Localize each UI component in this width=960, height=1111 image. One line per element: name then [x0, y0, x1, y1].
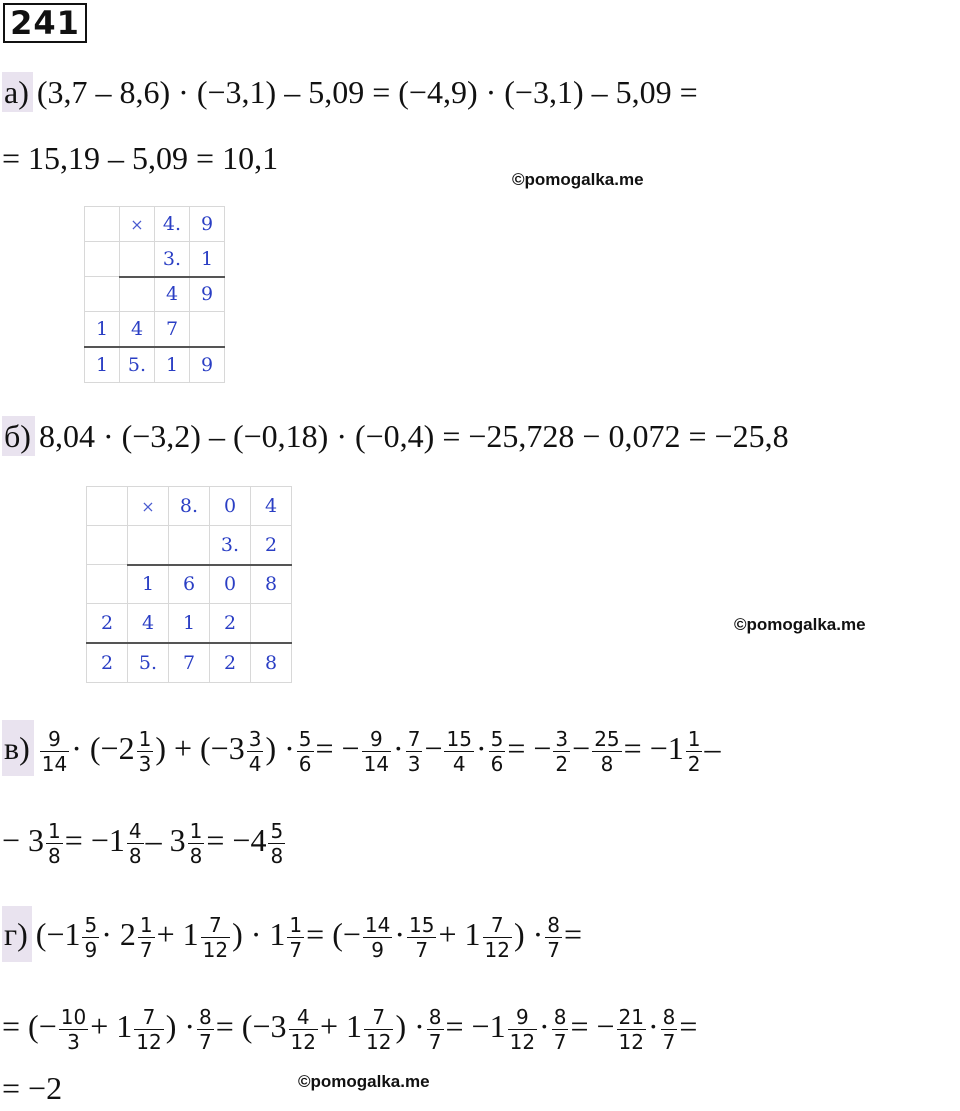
expr-text: − 3	[2, 822, 45, 858]
denominator: 8	[128, 844, 142, 869]
grid-cell: 9	[190, 277, 225, 312]
expr-text: ) ·	[265, 730, 295, 766]
denominator: 8	[270, 844, 284, 869]
fraction	[247, 727, 264, 776]
expr-text: =	[679, 1008, 698, 1044]
numerator: 7	[364, 1005, 393, 1030]
numerator: 1	[139, 913, 153, 938]
expr-text: + 1	[319, 1008, 362, 1044]
numerator: 7	[483, 913, 512, 938]
denominator: 12	[484, 938, 510, 963]
grid-cell: 2	[251, 526, 292, 565]
fraction	[289, 1005, 318, 1054]
part-v-line1	[2, 720, 720, 776]
part-b-multiplication-grid	[86, 486, 292, 683]
grid-cell	[85, 277, 120, 312]
grid-cell	[87, 487, 128, 526]
denominator: 12	[136, 1030, 162, 1055]
numerator: 15	[446, 727, 472, 752]
grid-cell: 3.	[155, 242, 190, 277]
grid-cell: 1	[128, 565, 169, 604]
grid-cell	[190, 312, 225, 348]
numerator: 10	[60, 1005, 87, 1030]
numerator: 8	[547, 913, 561, 938]
numerator: 7	[134, 1005, 163, 1030]
denominator: 8	[189, 844, 203, 869]
numerator: 1	[48, 819, 61, 844]
grid-cell: 7	[155, 312, 190, 348]
watermark: ©pomogalka.me	[298, 1072, 430, 1091]
grid-cell	[85, 242, 120, 277]
fraction	[137, 727, 154, 776]
part-g-label: г)	[2, 906, 32, 962]
expr-text: ·	[647, 1008, 659, 1044]
grid-cell: 1	[85, 347, 120, 383]
numerator: 14	[364, 913, 391, 938]
expr-text: = (−3	[215, 1008, 287, 1044]
numerator: 1	[687, 727, 701, 752]
fraction	[268, 819, 285, 868]
part-g-line1	[2, 906, 582, 962]
part-a-line1	[2, 72, 698, 112]
fraction	[134, 1005, 163, 1054]
denominator: 12	[366, 1030, 392, 1055]
grid-cell: 2	[87, 643, 128, 683]
expr-text: · 2	[101, 916, 136, 952]
expr-text: = −1	[64, 822, 125, 858]
fraction	[686, 727, 703, 776]
numerator: 8	[662, 1005, 676, 1030]
fraction	[40, 727, 69, 776]
numerator: 5	[270, 819, 284, 844]
fraction	[287, 913, 304, 962]
grid-cell	[87, 526, 128, 565]
expr-text: –	[704, 730, 721, 766]
fraction	[489, 727, 506, 776]
expr-text: = (−	[306, 916, 361, 952]
grid-cell: 0	[210, 565, 251, 604]
part-v-label: в)	[2, 720, 34, 776]
fraction	[427, 1005, 444, 1054]
expr-text: ) ·	[165, 1008, 196, 1044]
fraction	[553, 727, 570, 776]
numerator: 4	[289, 1005, 318, 1030]
grid-cell: 9	[190, 347, 225, 383]
grid-cell	[120, 277, 155, 312]
fraction	[188, 819, 205, 868]
expr-text: = −1	[623, 730, 684, 766]
part-b-label: б)	[2, 416, 35, 456]
grid-cell	[85, 207, 120, 242]
grid-cell: 6	[169, 565, 210, 604]
grid-cell: 4.	[155, 207, 190, 242]
fraction	[617, 1005, 646, 1054]
expr-text: = −	[570, 1008, 615, 1044]
expr-text: =	[564, 916, 583, 952]
expr-text: ·	[394, 916, 406, 952]
grid-cell: 2	[210, 604, 251, 644]
denominator: 7	[428, 1030, 442, 1055]
fraction	[362, 727, 391, 776]
denominator: 3	[407, 752, 421, 777]
problem-number: 241	[3, 3, 87, 43]
expr-text: = −1	[445, 1008, 506, 1044]
grid-cell: 9	[190, 207, 225, 242]
numerator: 7	[201, 913, 230, 938]
expr-text: −	[572, 730, 591, 766]
denominator: 8	[600, 752, 614, 777]
grid-cell: 8	[251, 565, 292, 604]
grid-cell: 5.	[128, 643, 169, 683]
numerator: 25	[594, 727, 620, 752]
fraction	[508, 1005, 537, 1054]
expr-text: ) + (−3	[155, 730, 245, 766]
grid-cell	[120, 242, 155, 277]
expr-text: −	[424, 730, 443, 766]
denominator: 12	[618, 1030, 644, 1055]
denominator: 14	[363, 752, 390, 777]
part-a-line2: = 15,19 – 5,09 = 10,1	[2, 140, 279, 176]
numerator: 9	[40, 727, 69, 752]
fraction	[59, 1005, 88, 1054]
denominator: 12	[509, 1030, 536, 1055]
expr-text: ·	[539, 1008, 550, 1044]
part-a-expr1: (3,7 – 8,6) · (−3,1) – 5,09 = (−4,9) · (−3,1) – 5,09 =	[36, 74, 698, 110]
denominator: 7	[662, 1030, 676, 1055]
part-b-line1	[2, 416, 789, 456]
expr-text: ·	[475, 730, 487, 766]
denominator: 2	[687, 752, 701, 777]
fraction	[127, 819, 144, 868]
denominator: 12	[290, 1030, 316, 1055]
fraction	[297, 727, 314, 776]
grid-cell: 2	[210, 643, 251, 683]
part-g-line3: = −2	[2, 1070, 63, 1106]
numerator: 1	[189, 819, 203, 844]
fraction	[82, 913, 99, 962]
numerator: 7	[407, 727, 421, 752]
denominator: 7	[199, 1030, 212, 1055]
numerator: 21	[618, 1005, 644, 1030]
numerator: 5	[84, 913, 98, 938]
numerator: 8	[199, 1005, 212, 1030]
denominator: 6	[298, 752, 312, 777]
fraction	[407, 913, 436, 962]
grid-cell: ×	[120, 207, 155, 242]
grid-cell: 4	[128, 604, 169, 644]
numerator: 8	[553, 1005, 567, 1030]
watermark: ©pomogalka.me	[734, 615, 866, 634]
expr-text: = −	[315, 730, 360, 766]
fraction	[201, 913, 230, 962]
grid-cell: 4	[251, 487, 292, 526]
expr-text: ) · 1	[232, 916, 286, 952]
grid-cell: 4	[120, 312, 155, 348]
grid-cell	[251, 604, 292, 644]
expr-text: – 3	[145, 822, 186, 858]
grid-cell: 8.	[169, 487, 210, 526]
denominator: 2	[555, 752, 569, 777]
numerator: 8	[428, 1005, 442, 1030]
grid-cell: 1	[85, 312, 120, 348]
grid-cell: 1	[155, 347, 190, 383]
denominator: 7	[553, 1030, 567, 1055]
denominator: 14	[41, 752, 68, 777]
fraction	[138, 913, 155, 962]
grid-cell: 7	[169, 643, 210, 683]
expr-text: + 1	[156, 916, 199, 952]
denominator: 12	[202, 938, 229, 963]
denominator: 7	[289, 938, 303, 963]
numerator: 9	[362, 727, 391, 752]
expr-text: = −	[507, 730, 552, 766]
denominator: 7	[415, 938, 429, 963]
part-a-multiplication-grid	[84, 206, 225, 383]
numerator: 3	[248, 727, 262, 752]
grid-cell: 5.	[120, 347, 155, 383]
grid-cell: 1	[169, 604, 210, 644]
denominator: 9	[84, 938, 98, 963]
fraction	[364, 1005, 393, 1054]
fraction	[197, 1005, 214, 1054]
expr-text: ) ·	[513, 916, 544, 952]
expr-text: · (−2	[71, 730, 135, 766]
fraction	[552, 1005, 569, 1054]
numerator: 5	[490, 727, 504, 752]
denominator: 4	[452, 752, 466, 777]
numerator: 5	[298, 727, 312, 752]
denominator: 9	[371, 938, 384, 963]
grid-cell: ×	[128, 487, 169, 526]
denominator: 7	[139, 938, 153, 963]
grid-cell: 2	[87, 604, 128, 644]
fraction	[592, 727, 621, 776]
numerator: 4	[128, 819, 142, 844]
part-b-expr1: 8,04 · (−3,2) – (−0,18) · (−0,4) = −25,728 − 0,072 = −25,8	[38, 418, 789, 454]
part-a-label: а)	[2, 72, 33, 112]
grid-cell	[128, 526, 169, 565]
part-g-line2	[2, 998, 697, 1054]
expr-text: + 1	[438, 916, 481, 952]
expr-text: + 1	[90, 1008, 133, 1044]
expr-text: ·	[393, 730, 404, 766]
denominator: 6	[490, 752, 504, 777]
fraction	[406, 727, 423, 776]
expr-text: = −4	[206, 822, 267, 858]
grid-cell: 3.	[210, 526, 251, 565]
fraction	[545, 913, 562, 962]
grid-cell: 4	[155, 277, 190, 312]
expr-text: = (−	[2, 1008, 57, 1044]
fraction	[661, 1005, 678, 1054]
grid-cell: 0	[210, 487, 251, 526]
grid-cell	[87, 565, 128, 604]
grid-cell	[169, 526, 210, 565]
numerator: 3	[555, 727, 569, 752]
denominator: 4	[248, 752, 262, 777]
denominator: 7	[547, 938, 561, 963]
fraction	[483, 913, 512, 962]
numerator: 1	[138, 727, 152, 752]
numerator: 1	[289, 913, 303, 938]
expr-text: (−1	[35, 916, 81, 952]
watermark: ©pomogalka.me	[512, 170, 644, 189]
grid-cell: 1	[190, 242, 225, 277]
denominator: 3	[138, 752, 152, 777]
denominator: 8	[48, 844, 61, 869]
denominator: 3	[67, 1030, 80, 1055]
numerator: 9	[508, 1005, 537, 1030]
part-v-line2	[2, 812, 287, 868]
expr-text: ) ·	[395, 1008, 425, 1044]
fraction	[46, 819, 63, 868]
fraction	[444, 727, 473, 776]
grid-cell: 8	[251, 643, 292, 683]
numerator: 15	[409, 913, 435, 938]
fraction	[363, 913, 392, 962]
